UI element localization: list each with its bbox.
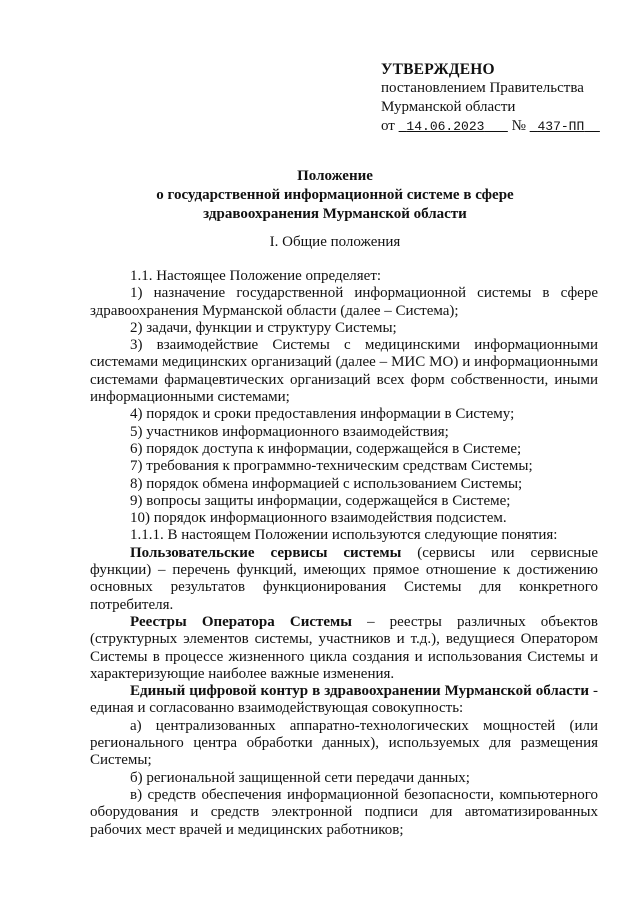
section-heading: I. Общие положения [269,234,401,250]
document-body [90,268,598,839]
approval-line-2: Мурманской области [381,99,516,115]
approval-date-line [381,117,621,136]
definition-paragraph [90,545,598,614]
definition: – реестры различных объектов (структурных элементов системы, участников и т.д.), ведущиеся Оператором Системы в процессе жизненного цикла создания и использования Системы и характеризующие наиболее важные изменения. [90,613,598,682]
title-line-3: здравоохранения Мурманской области [203,206,467,222]
paragraph: 1.1. Настоящее Положение определяет: [130,268,382,284]
approval-heading: УТВЕРЖДЕНО [381,61,495,78]
paragraph: в) средств обеспечения информационной безопасности, компьютерного оборудования и средств электронной подписи для автоматизированных рабочих мест врачей и медицинских работников; [90,786,598,838]
approval-stamp [381,60,621,136]
paragraph: 5) участников информационного взаимодействия; [130,423,449,440]
definition: (сервисы или сервисные функции) – перечень функций, имеющих прямое отношение к достижению основных результатов функционирования Системы для конкретного потребителя. [90,544,598,613]
paragraph: 10) порядок информационного взаимодействия подсистем. [130,510,507,527]
number-prefix: № [511,118,526,134]
paragraph: 3) взаимодействие Системы с медицинскими информационными системами медицинских организаций (далее – МИС МО) и информационными системами фармацевтических организаций всех форм собственности, иными информационными системами; [90,337,598,406]
paragraph: а) централизованных аппаратно-технологических мощностей (или регионального центра обработки данных), используемых для размещения Системы; [90,717,598,769]
approval-number-value: 437-ПП [537,119,585,134]
paragraph: 1.1.1. В настоящем Положении используются следующие понятия: [130,527,558,544]
title-line-2: о государственной информационной системе в сфере [156,187,514,203]
approval-date-value: 14.06.2023 [406,119,485,134]
paragraph: 4) порядок и сроки предоставления информации в Систему; [130,406,515,423]
approval-number [530,119,600,134]
term: Единый цифровой контур в здравоохранении Мурманской области [130,683,589,700]
paragraph: 7) требования к программно-техническим средствам Системы; [130,458,533,475]
definition-paragraph [90,614,598,683]
title-line-1: Положение [297,168,373,184]
approval-line-1: постановлением Правительства [381,80,584,96]
paragraph: 9) вопросы защиты информации, содержащейся в Системе; [130,492,511,509]
paragraph: 1) назначение государственной информационной системы в сфере здравоохранения Мурманской области (далее – Система); [90,285,598,319]
paragraph: б) региональной защищенной сети передачи данных; [130,769,470,786]
term: Реестры Оператора Системы [130,613,352,630]
definition-paragraph [90,683,598,718]
document-title [40,167,630,224]
paragraph: 8) порядок обмена информацией с использованием Системы; [130,475,523,492]
date-prefix: от [381,118,395,134]
approval-date [399,119,508,134]
paragraph: 2) задачи, функции и структуру Системы; [130,319,397,336]
term: Пользовательские сервисы системы [130,544,402,561]
paragraph: 6) порядок доступа к информации, содержащейся в Системе; [130,440,522,457]
definition: - единая и согласованно взаимодействующая совокупность: [90,683,598,717]
